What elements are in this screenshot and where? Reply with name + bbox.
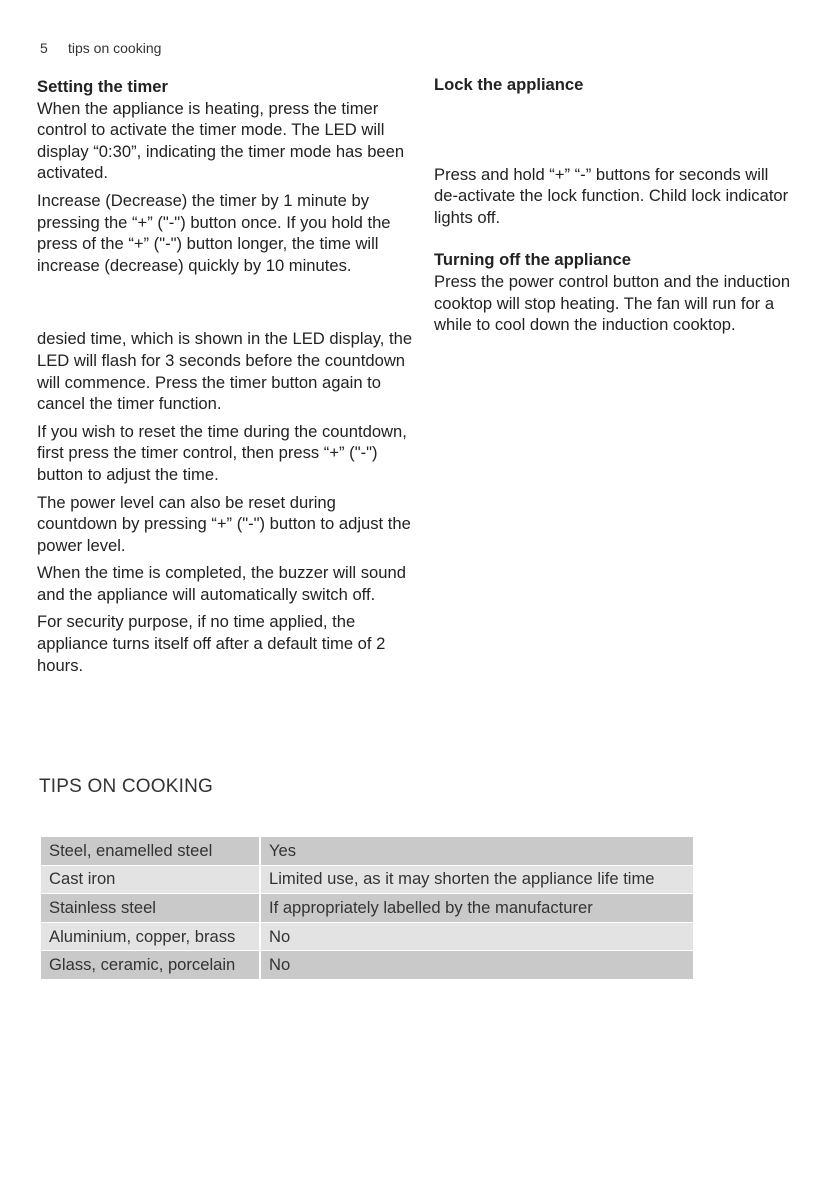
- table-row: [41, 894, 693, 923]
- suitability-cell: Yes: [260, 837, 693, 865]
- suitability-cell: Limited use, as it may shorten the appliance life time: [260, 865, 693, 894]
- timer-paragraph-5: The power level can also be reset during countdown by pressing “+” ("-") button to adjust the power level.: [37, 492, 411, 555]
- suitability-cell: No: [260, 951, 693, 980]
- timer-paragraph-2: Increase (Decrease) the timer by 1 minute by pressing the “+” ("-") button once. If you hold the press of the “+” ("-") button longer, the time will increase (decrease) quickly by 10 minutes.: [37, 190, 391, 275]
- running-title: tips on cooking: [68, 40, 162, 56]
- material-cell: Glass, ceramic, porcelain: [41, 951, 260, 980]
- material-cell: Cast iron: [41, 865, 260, 894]
- suitability-cell: No: [260, 922, 693, 951]
- timer-paragraph-7: For security purpose, if no time applied, the appliance turns itself off after a default time of 2 hours.: [37, 612, 386, 675]
- timer-paragraph-6: When the time is completed, the buzzer will sound and the appliance will automatically switch off.: [37, 563, 406, 604]
- table-row: [41, 922, 693, 951]
- material-cell: Steel, enamelled steel: [41, 837, 260, 865]
- timer-section-title: Setting the timer: [37, 77, 168, 96]
- cookware-table: [41, 837, 693, 980]
- lock-paragraph: Press and hold “+” “-” buttons for seconds will de-activate the lock function. Child lock indicator lights off.: [434, 164, 789, 227]
- timer-paragraph-4: If you wish to reset the time during the countdown, first press the timer control, then press “+” ("-") button to adjust the time.: [37, 421, 407, 484]
- timer-paragraph-1: When the appliance is heating, press the timer control to activate the timer mode. The LED will display “0:30”, indicating the timer mode has been activated.: [37, 98, 405, 183]
- table-row: [41, 865, 693, 894]
- turn-off-section-title: Turning off the appliance: [434, 250, 631, 270]
- table-row: [41, 951, 693, 980]
- material-cell: Aluminium, copper, brass: [41, 922, 260, 951]
- tips-heading: TIPS ON COOKING: [39, 776, 214, 797]
- page-number: 5: [40, 40, 48, 56]
- suitability-cell: If appropriately labelled by the manufacturer: [260, 894, 693, 923]
- table-row: [41, 837, 693, 865]
- lock-section-title: Lock the appliance: [434, 75, 584, 94]
- left-column: [37, 76, 417, 676]
- material-cell: Stainless steel: [41, 894, 260, 923]
- timer-paragraph-3: desied time, which is shown in the LED display, the LED will flash for 3 seconds before the countdown will commence. Press the timer button again to cancel the timer function.: [37, 329, 413, 414]
- turn-off-paragraph: Press the power control button and the induction cooktop will stop heating. The fan will run for a while to cool down the induction cooktop.: [434, 271, 791, 335]
- right-column: [434, 74, 794, 336]
- page-header: [40, 40, 161, 56]
